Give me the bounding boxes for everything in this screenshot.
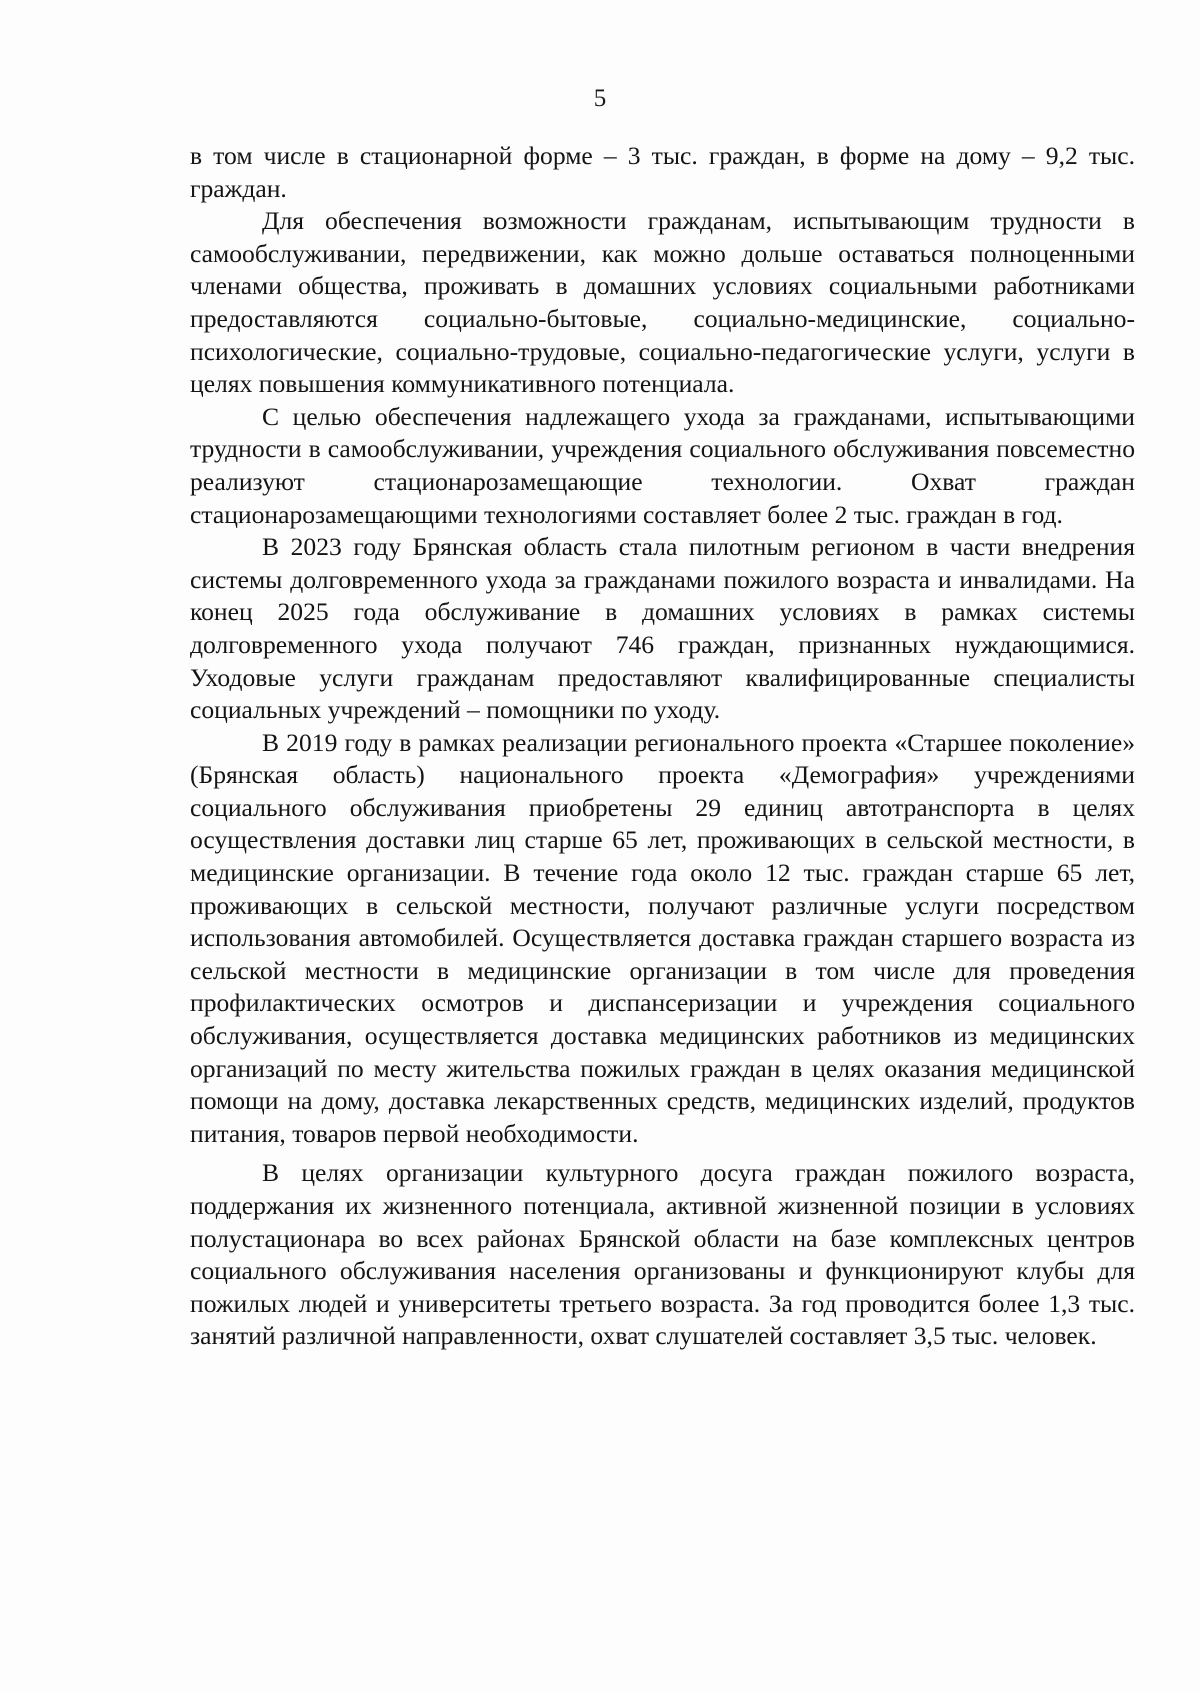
document-body: [190, 140, 1135, 1353]
paragraph-1-continuation: в том числе в стационарной форме – 3 тыс. граждан, в форме на дому – 9,2 тыс. граждан.: [190, 141, 1135, 203]
paragraph-inpatient-replacing-technologies: С целью обеспечения надлежащего ухода за гражданами, испытывающими трудности в самообслуживании, учреждения социального обслуживания повсеместно реализуют стационарозамещающие технологии. Охват граждан стационарозамещающими технологиями составляет более 2 тыс. граждан в год.: [190, 401, 1135, 529]
paragraph-older-generation-project: В 2019 году в рамках реализации регионального проекта «Старшее поколение» (Брянская область) национального проекта «Демография» учреждениями социального обслуживания приобретены 29 единиц автотранспорта в целях осуществления доставки лиц старше 65 лет, проживающих в сельской местности, в медицинские организации. В течение года около 12 тыс. граждан старше 65 лет, проживающих в сельской местности, получают различные услуги посредством использования автомобилей. Осуществляется доставка граждан старшего возраста из сельской местности в медицинские организации в том числе для проведения профилактических осмотров и диспансеризации и учреждения социального обслуживания, осуществляется доставка медицинских работников из медицинских организаций по месту жительства пожилых граждан в целях оказания медицинской помощи на дому, доставка лекарственных средств, медицинских изделий, продуктов питания, товаров первой необходимости.: [190, 727, 1135, 1148]
page-number: 5: [593, 85, 607, 112]
paragraph-home-services: Для обеспечения возможности гражданам, испытывающим трудности в самообслуживании, передвижении, как можно дольше оставаться полноценными членами общества, проживать в домашних условиях социальными работниками предоставляются социально-бытовые, социально-медицинские, социально-психологические, социально-трудовые, социально-педагогические услуги, услуги в целях повышения коммуникативного потенциала.: [190, 206, 1135, 399]
paragraph-long-term-care: В 2023 году Брянская область стала пилотным регионом в части внедрения системы долговременного ухода за гражданами пожилого возраста и инвалидами. На конец 2025 года обслуживание в домашних условиях в рамках системы долговременного ухода получают 746 граждан, признанных нуждающимися. Уходовые услуги гражданам предоставляют квалифицированные специалисты социальных учреждений – помощники по уходу.: [190, 532, 1135, 725]
paragraph-cultural-leisure: В целях организации культурного досуга граждан пожилого возраста, поддержания их жизненного потенциала, активной жизненной позиции в условиях полустационара во всех районах Брянской области на базе комплексных центров социального обслуживания населения организованы и функционируют клубы для пожилых людей и университеты третьего возраста. За год проводится более 1,3 тыс. занятий различной направленности, охват слушателей составляет 3,5 тыс. человек.: [190, 1158, 1135, 1351]
